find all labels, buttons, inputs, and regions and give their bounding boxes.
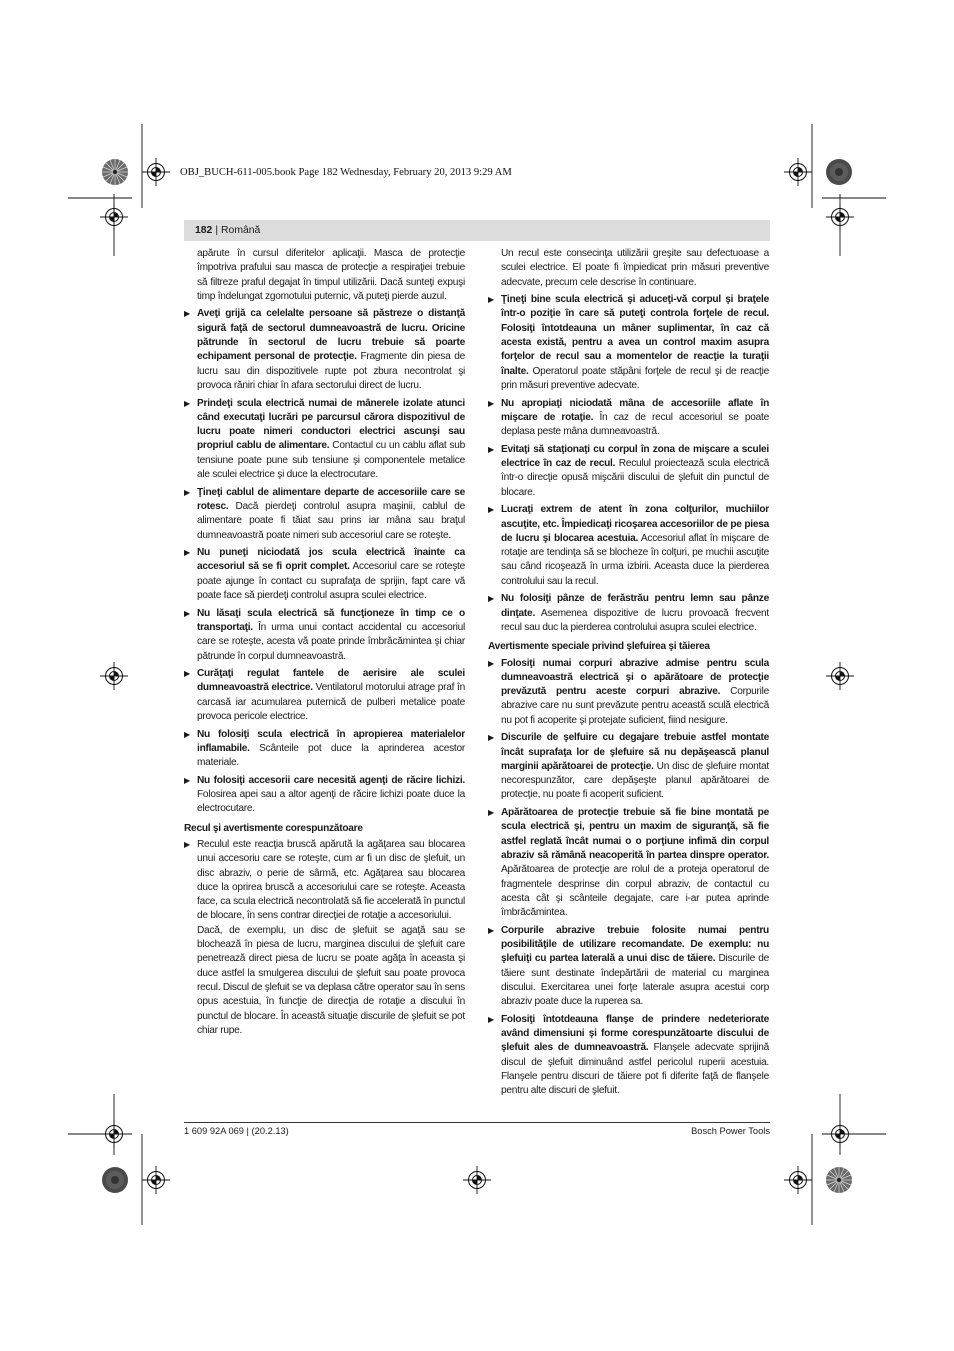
triangle-right-icon: ▶	[488, 808, 494, 818]
sunburst-disc-icon	[826, 159, 852, 185]
body-text: Contactul cu un cablu aflat sub tensiune poate pune sub tensiune şi componentele metalice ale sculei electrice şi duce la electrocutare.	[197, 440, 465, 481]
triangle-right-icon: ▶	[184, 608, 190, 618]
bold-text: Evitaţi să staţionaţi cu corpul în zona de mişcare a sculei electrice în caz de recul.	[501, 443, 769, 470]
bold-text: Discurile de şelfuire cu degajare trebuie astfel montate încât suprafaţa lor de şlefuire să nu depăşească planul marginii apărătoarei de protecţie.	[501, 732, 769, 772]
right-column	[488, 247, 769, 1102]
list-item	[184, 838, 465, 924]
paragraph: Dacă, de exemplu, un disc de şlefuit se agaţă sau se blochează în piesa de lucru, marginea discului de şlefuit care penetrează direct piesa de lucru se poate agăţa în aceasta şi duce astfel la smulgerea discului de şlefuit sau poate provoca recul. Discul de şlefuit se va deplasa către operator sau în sens opus acestuia, în funcţie de direcţia de rotaţie a discului în punctul de blocare. În această situaţie discurile de şlefuit se pot chiar rupe.	[197, 924, 465, 1036]
triangle-right-icon: ▶	[488, 1014, 494, 1024]
body-text: În caz de recul accesoriul se poate deplasa peste mâna dumneavoastră.	[501, 411, 769, 438]
triangle-right-icon: ▶	[184, 839, 190, 849]
triangle-right-icon: ▶	[184, 487, 190, 497]
body-text: Fragmente din piesa de lucru sau din dispozitivele rupte pot zbura necontrolat şi provoca răniri chiar în afara sectorului direct de lucru.	[197, 351, 465, 391]
list-item	[184, 546, 465, 603]
left-column	[184, 247, 465, 1041]
crosshair-target-icon	[784, 158, 812, 186]
bold-text: Corpurile abrazive trebuie folosite numai pentru posibilităţile de utilizare recomandate. De exemplu: nu şlefuiţi cu partea laterală a unui disc de tăiere.	[501, 924, 769, 965]
body-text: Reculul proiectează scula electrică într-o direcţie opusă mişcării discului de şlefuit din punctul de blocare.	[501, 458, 770, 498]
list-item	[488, 592, 769, 635]
print-info: OBJ_BUCH-611-005.book Page 182 Wednesday, February 20, 2013 9:29 AM	[180, 167, 512, 178]
bold-text: Apărătoarea de protecţie trebuie să fie bine montată pe scula electrică şi, pentru un maxim de siguranţă, să fie astfel reglată încât numai o o porţiune infimă din corpul abraziv să rămână neacoperită în partea dinspre operator.	[501, 807, 769, 861]
triangle-right-icon: ▶	[184, 669, 190, 679]
footer-brand: Bosch Power Tools	[691, 1126, 770, 1136]
triangle-right-icon: ▶	[184, 729, 190, 739]
body-text: Corpurile abrazive care nu sunt prevăzute pentru această sculă electrică nu pot fi acoperite şi protejate suficient, fiind nesigure.	[501, 686, 769, 726]
bold-text: Nu puneţi niciodată jos scula electrică înainte ca accesoriul să se fi oprit complet.	[197, 547, 465, 573]
sunburst-disc-icon	[102, 159, 128, 185]
list-item	[184, 397, 465, 483]
body-text: În urma unui contact accidental cu accesoriul care se roteşte, acesta vă poate prinde îmbrăcămintea şi chiar pătrunde în corpul dumneavoastră.	[197, 621, 465, 662]
list-item	[184, 774, 465, 817]
list-item	[488, 397, 769, 440]
paragraph: Un recul este consecinţa utilizării greşite sau defectuoase a sculei electrice. El poate fi împiedicat prin măsuri preventive adecvate, precum cele descrise în continuare.	[501, 248, 769, 288]
bold-text: Aveţi grijă ca celelalte persoane să păstreze o distanţă sigură faţă de sectorul dumneavoastră de lucru. Oricine pătrunde în sectorul de lucru trebuie să poarte echipament personal de protecţie.	[197, 308, 465, 363]
bold-text: Curăţaţi regulat fantele de aerisire ale sculei dumneavoastră electrice.	[197, 668, 465, 694]
bold-text: Folosiţi întotdeauna flanşe de prindere nedeteriorate având dimensiuni şi forme corespunzătoarte discului de şlefuit ales de dumneavoastră.	[501, 1013, 769, 1054]
body-text: Flanşele adecvate sprijină discul de şlefuit diminuând astfel pericolul ruperii acestuia. Flanşele pentru discuri de tăiere pot fi diferite faţă de flanşele pentru alte discuri de şlefuit.	[501, 1042, 769, 1097]
crosshair-target-icon	[784, 1166, 812, 1194]
crosshair-target-icon	[142, 1166, 170, 1194]
crosshair-target-icon	[826, 662, 854, 690]
section-heading: Avertismente speciale privind şlefuirea şi tăierea	[488, 641, 710, 653]
section-heading: Recul şi avertismente corespunzătoare	[184, 822, 363, 834]
crosshair-target-icon	[463, 1166, 491, 1194]
body-text: Ventilatorul motorului atrage praf în carcasă iar acumularea puternică de pulberi metalice poate provoca pericole electrice.	[197, 682, 466, 722]
crosshair-target-icon	[100, 203, 128, 231]
triangle-right-icon: ▶	[488, 594, 494, 604]
header-language: Română	[221, 225, 261, 236]
triangle-right-icon: ▶	[184, 775, 190, 785]
list-item	[184, 307, 465, 393]
bold-text: Nu folosiţi scula electrică în apropierea materialelor inflamabile.	[197, 728, 465, 754]
triangle-right-icon: ▶	[184, 398, 190, 408]
body-text: Apărătoarea de protecţie are rolul de a proteja operatorul de fragmentele desprinse din corpul abraziv, de contactul cu acesta cât şi scânteile degajate, care i-ar putea aprinde îmbrăcămintea.	[501, 864, 769, 919]
list-item	[488, 443, 769, 500]
list-item	[488, 924, 769, 1010]
list-item	[184, 728, 465, 771]
body-text: Discurile de tăiere sunt destinate îndepărtării de material cu marginea discului. Exercitarea unei forţe laterale asupra acestui corp abraziv poate duce la ruperea sa.	[501, 953, 769, 1008]
sunburst-disc-icon	[826, 1167, 852, 1193]
footer-doc-number: 1 609 92A 069 | (20.2.13)	[184, 1126, 289, 1136]
triangle-right-icon: ▶	[184, 309, 190, 319]
triangle-right-icon: ▶	[184, 548, 190, 558]
footer-rule	[184, 1122, 770, 1123]
body-text: Asemenea dispozitive de lucru provoacă frecvent recul sau duc la pierderea controlului asupra sculei electrice.	[501, 607, 769, 633]
triangle-right-icon: ▶	[488, 444, 494, 454]
list-item	[488, 293, 769, 393]
list-item	[488, 731, 769, 802]
triangle-right-icon: ▶	[488, 398, 494, 408]
list-item	[488, 806, 769, 920]
bold-text: Lucraţi extrem de atent în zona colţurilor, muchiilor ascuţite, etc. Împiedicaţi ricoşarea accesoriilor de pe piesa de lucru şi blocarea acestuia.	[501, 504, 769, 544]
list-item	[488, 657, 769, 728]
crosshair-target-icon	[100, 662, 128, 690]
body-text: Accesoriul care se roteşte poate ajunge în contact cu suprafaţa de sprijin, fapt care vă poate face să pierdeţi controlul asupra sculei electrice.	[197, 561, 465, 602]
bold-text: Ţineţi bine scula electrică şi aduceţi-vă corpul şi braţele într-o poziţie în care să puteţi controla forţele de recul. Folosiţi întotdeauna un mâner suplimentar, în caz că acesta există, pentru a avea un control maxim asupra forţelor de recul sau a momentelor de reacţie la turaţii înalte.	[501, 294, 769, 377]
header-separator: |	[215, 225, 219, 236]
triangle-right-icon: ▶	[488, 733, 494, 743]
list-item	[488, 503, 769, 589]
triangle-right-icon: ▶	[488, 505, 494, 515]
bold-text: Nu folosiţi accesorii care necesită agenţi de răcire lichizi.	[197, 774, 465, 786]
crosshair-target-icon	[826, 1120, 854, 1148]
paragraph: apărute în cursul diferitelor aplicaţii. Masca de protecţie împotriva prafului sau masca de protecţie a respiraţiei trebuie să filtreze praful degajat în timpul utilizării. Dacă sunteţi expuşi timp îndelungat zgomotului puternic, vă puteţi pierde auzul.	[197, 248, 465, 302]
list-item	[184, 667, 465, 724]
list-item	[184, 607, 465, 664]
page-header	[184, 220, 770, 241]
crosshair-target-icon	[142, 158, 170, 186]
body-text: Operatorul poate stăpâni forţele de recul şi de reacţie prin măsuri preventive adecvate.	[501, 365, 769, 391]
bold-text: Folosiţi numai corpuri abrazive admise pentru scula dumneavoastră electrică şi o apărătoare de protecţie prevăzută pentru aceste corpuri abrazive.	[501, 657, 769, 698]
bold-text: Prindeţi scula electrică numai de mânerele izolate atunci când executaţi lucrări pe parcursul cărora dispozitivul de lucru poate nimeri conductori electrici ascunşi sau propriul cablu de alimentare.	[197, 397, 465, 452]
body-text: Reculul este reacţia bruscă apărută la agăţarea sau blocarea unui accesoriu care se roteşte, cum ar fi un disc de şlefuit, un disc abraziv, o perie de sârmă, etc. Agăţarea sau blocarea duce la oprirea bruscă a accesoriului care se roteşte. Aceasta face, ca scula electrică necontrolată să fie accelerată în punctul de blocare, în sens contrar direcţiei de rotaţie a accesoriului.	[197, 838, 465, 922]
bold-text: Nu folosiţi pânze de ferăstrău pentru lemn sau pânze dinţate.	[501, 593, 769, 619]
crosshair-target-icon	[826, 203, 854, 231]
triangle-right-icon: ▶	[488, 295, 494, 305]
body-text: Un disc de şlefuire montat necorespunzător, care depăşeşte planul apărătoarei de protecţie, nu poate fi acoperit suficient.	[501, 760, 769, 801]
list-item	[184, 486, 465, 543]
crosshair-target-icon	[100, 1120, 128, 1148]
bold-text: Nu apropiaţi niciodată mâna de accesoriile aflate în mişcare de rotaţie.	[501, 397, 769, 423]
list-item	[488, 1013, 769, 1099]
body-text: Accesoriul aflat în mişcare de rotaţie are tendinţa să se blocheze în colţuri, pe muchii ascuţite sau când ricoşează în urma izbirii. Aceasta duce la pierderea controlului sau la recul.	[501, 532, 769, 587]
triangle-right-icon: ▶	[488, 925, 494, 935]
bold-text: Ţineţi cablul de alimentare departe de accesoriile care se rotesc.	[197, 486, 465, 512]
body-text: Scânteile pot duce la aprinderea acestor materiale.	[197, 742, 465, 769]
bold-text: Nu lăsaţi scula electrică să funcţioneze în timp ce o transportaţi.	[197, 607, 465, 633]
page-number: 182	[195, 225, 213, 236]
body-text: Folosirea apei sau a altor agenţi de răcire lichizi poate duce la electrocutare.	[197, 789, 465, 815]
sunburst-disc-icon	[102, 1167, 128, 1193]
body-text: Dacă pierdeţi controlul asupra maşinii, cablul de alimentare poate fi tăiat sau prins iar mâna sau braţul dumneavoastră poate nimeri sub accesoriul care se roteşte.	[197, 500, 465, 541]
triangle-right-icon: ▶	[488, 658, 494, 668]
